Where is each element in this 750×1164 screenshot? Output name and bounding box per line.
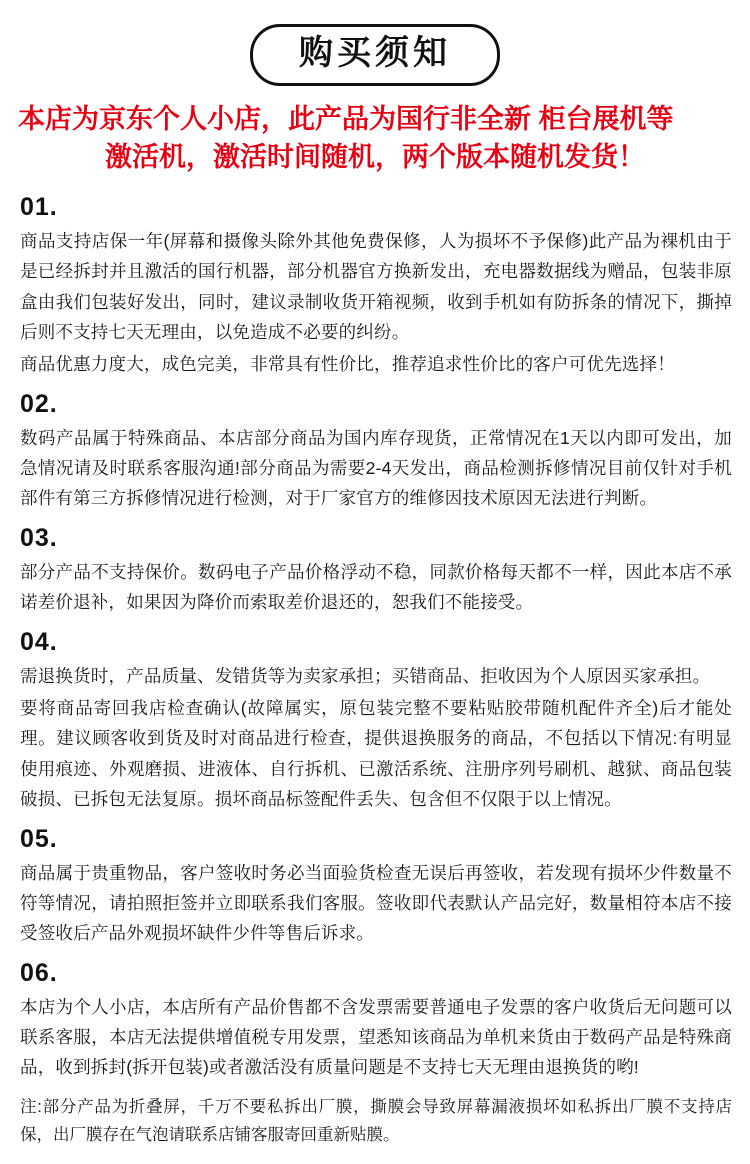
- section-paragraph: 要将商品寄回我店检查确认(故障属实，原包装完整不要粘贴胶带随机配件齐全)后才能处理。建议顾客收到货及时对商品进行检查，提供退换服务的商品，不包括以下情况:有明显使用痕迹、外观磨损、进液体、自行拆机、已激活系统、注册序列号刷机、越狱、商品包装破损、已拆包无法复原。损坏商品标签配件丢失、包含但不仅限于以上情况。: [20, 698, 732, 809]
- section-paragraph: 商品优惠力度大，成色完美，非常具有性价比，推荐追求性价比的客户可优先选择！: [20, 353, 675, 374]
- section-paragraph: 部分产品不支持保价。数码电子产品价格浮动不稳，同款价格每天都不一样，因此本店不承诺差价退补，如果因为降价而索取差价退还的，恕我们不能接受。: [20, 562, 732, 613]
- section-04: [16, 627, 734, 813]
- section-05: [16, 824, 734, 948]
- section-paragraph: 商品属于贵重物品，客户签收时务必当面验货检查无误后再签收，若发现有损坏少件数量不符等情况，请拍照拒签并立即联系我们客服。签收即代表默认产品完好，数量相符本店不接受签收后产品外观损坏缺件少件等售后诉求。: [20, 862, 732, 943]
- section-02: [16, 389, 734, 513]
- section-06: [16, 958, 734, 1082]
- headline-notice: [18, 100, 732, 177]
- section-number: 03.: [20, 524, 58, 553]
- headline-line-1: 本店为京东个人小店，此产品为国行非全新 柜台展机等: [18, 103, 674, 134]
- section-paragraph: 数码产品属于特殊商品、本店部分商品为国内库存现货，正常情况在1天以内即可发出，加急情况请及时联系客服沟通!部分商品为需要2-4天发出，商品检测拆修情况目前仅针对手机部件有第三方拆修情况进行检测，对于厂家官方的维修因技术原因无法进行判断。: [20, 427, 732, 508]
- footnote-text: 注:部分产品为折叠屏，千万不要私拆出厂膜，撕膜会导致屏幕漏液损坏如私拆出厂膜不支持店保，出厂膜存在气泡请联系店铺客服寄回重新贴膜。: [20, 1098, 732, 1145]
- section-number: 04.: [20, 628, 58, 657]
- section-paragraph: 需退换货时，产品质量、发错货等为卖家承担；买错商品、拒收因为个人原因买家承担。: [20, 666, 711, 687]
- section-03: [16, 523, 734, 617]
- section-number: 02.: [20, 389, 58, 418]
- section-01: [16, 192, 734, 378]
- headline-line-2: 激活机，激活时间随机，两个版本随机发货！: [105, 142, 645, 173]
- section-number: 01.: [20, 193, 58, 222]
- section-number: 06.: [20, 959, 58, 988]
- section-paragraph: 本店为个人小店，本店所有产品价售都不含发票需要普通电子发票的客户收货后无问题可以联系客服，本店无法提供增值税专用发票，望悉知该商品为单机来货由于数码产品是特殊商品，收到拆封(拆开包装)或者激活没有质量问题是不支持七天无理由退换货的哟!: [20, 997, 732, 1078]
- section-paragraph: 商品支持店保一年(屏幕和摄像头除外其他免费保修，人为损坏不予保修)此产品为裸机由于是已经拆封并且激活的国行机器，部分机器官方换新发出，充电器数据线为赠品，包装非原盒由我们包装好发出，同时，建议录制收货开箱视频，收到手机如有防拆条的情况下，撕掉后则不支持七天无理由，以免造成不必要的纠纷。: [20, 231, 732, 342]
- section-number: 05.: [20, 824, 58, 853]
- page-title: 购买须知: [250, 24, 500, 86]
- title-container: [16, 24, 734, 86]
